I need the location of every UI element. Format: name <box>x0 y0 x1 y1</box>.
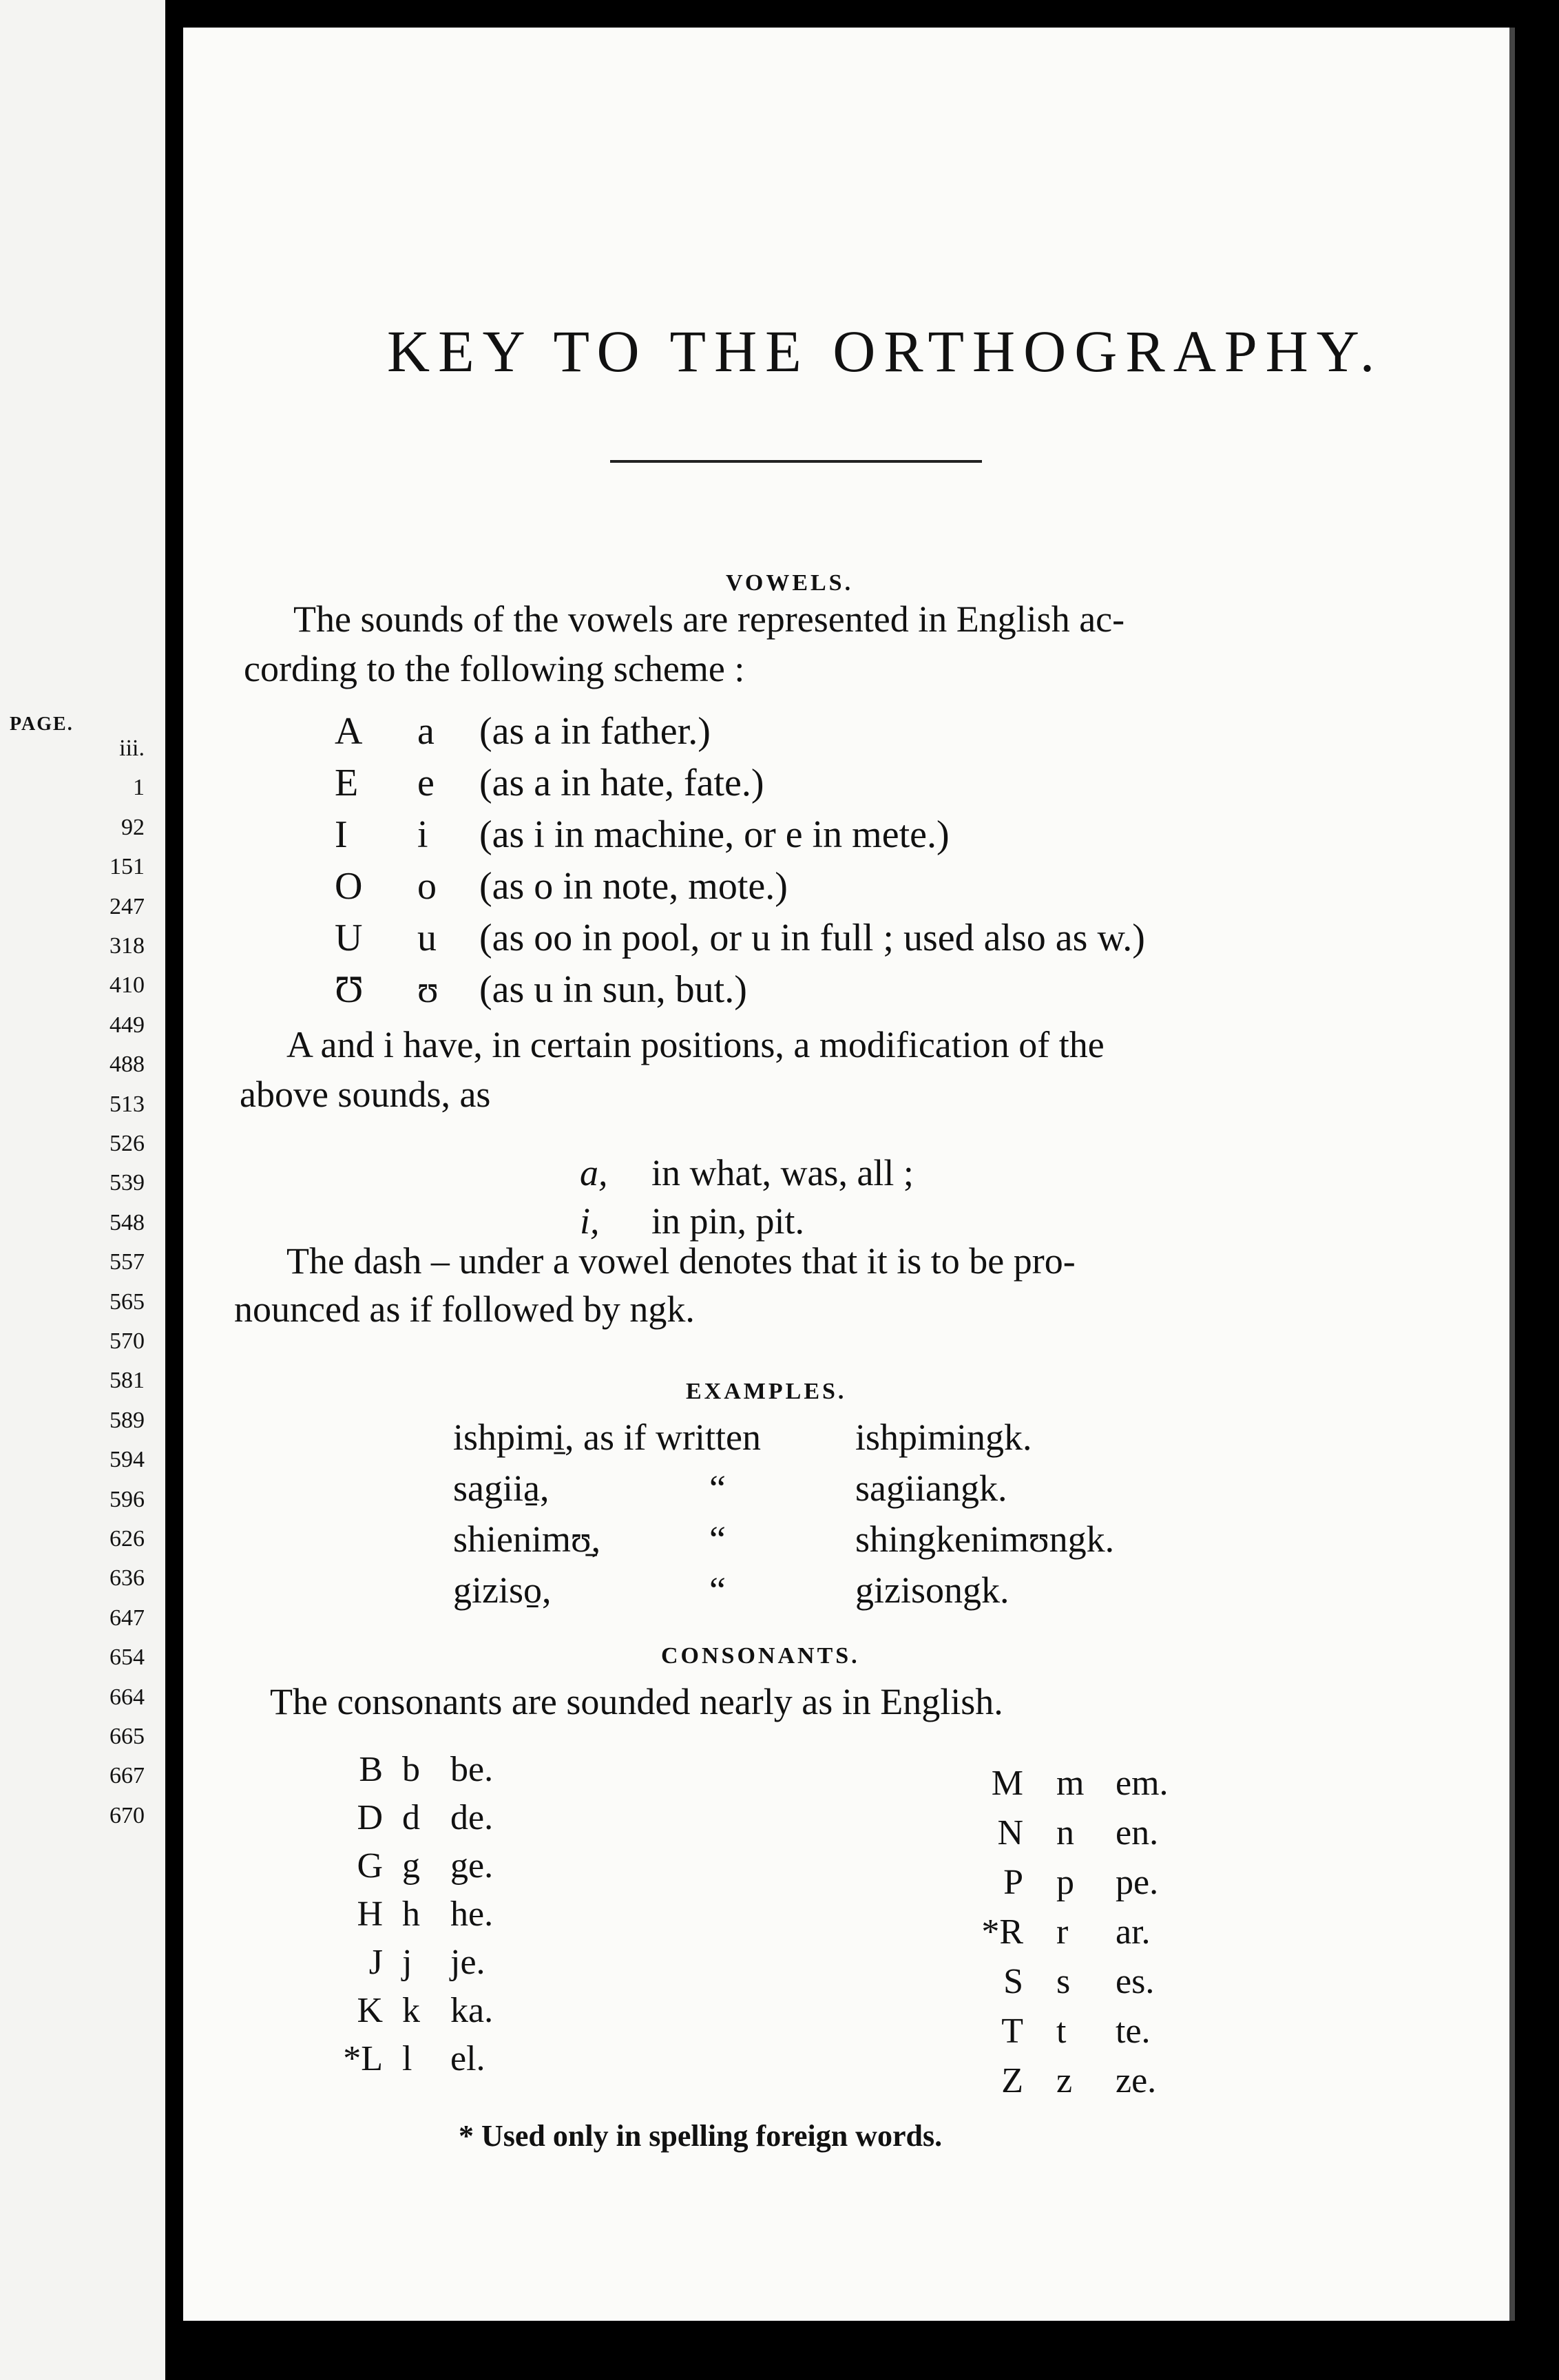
toc-page-number: 247 <box>109 893 145 919</box>
toc-page-number: 596 <box>109 1486 145 1512</box>
consonant-name: de. <box>450 1798 494 1837</box>
consonant-upper: T <box>1001 2012 1023 2051</box>
modified-vowel: i, <box>580 1200 600 1242</box>
consonant-upper: G <box>357 1846 383 1886</box>
modification-line1: A and i have, in certain positions, a modification of the <box>286 1024 1105 1065</box>
vowel-upper: U <box>335 917 363 959</box>
consonant-lower: r <box>1056 1912 1069 1952</box>
ditto-mark: “ <box>709 1468 726 1509</box>
vowel-description: (as a in father.) <box>479 710 711 753</box>
dash-line1: The dash – under a vowel denotes that it is to be pro- <box>286 1240 1076 1282</box>
consonant-name: en. <box>1116 1813 1159 1852</box>
consonant-upper: *L <box>343 2039 383 2078</box>
vowel-description: (as i in machine, or e in mete.) <box>479 813 950 856</box>
vowel-upper: A <box>335 710 363 753</box>
toc-page-number: 665 <box>109 1724 145 1749</box>
title-rule <box>610 460 982 463</box>
consonant-lower: k <box>402 1991 420 2030</box>
consonant-upper: M <box>991 1764 1023 1803</box>
consonant-lower: n <box>1056 1813 1074 1852</box>
vowel-lower: a <box>417 710 435 753</box>
toc-page-number: 539 <box>109 1170 145 1196</box>
toc-page-number: 670 <box>109 1802 145 1828</box>
consonants-heading: CONSONANTS. <box>661 1643 860 1669</box>
consonant-name: te. <box>1116 2012 1151 2051</box>
toc-page-number: 488 <box>109 1052 145 1078</box>
consonant-lower: s <box>1056 1962 1071 2001</box>
consonant-name: ze. <box>1116 2061 1157 2100</box>
vowel-upper: E <box>335 762 359 804</box>
vowel-upper: I <box>335 813 348 856</box>
consonant-lower: h <box>402 1894 420 1934</box>
vowels-intro-line1: The sounds of the vowels are represented in English ac- <box>293 598 1125 640</box>
consonant-upper: *R <box>981 1912 1023 1952</box>
consonant-name: je. <box>450 1943 485 1982</box>
vowel-lower: e <box>417 762 435 804</box>
vowels-heading: VOWELS. <box>726 570 854 596</box>
facing-page <box>0 0 165 2380</box>
consonant-name: pe. <box>1116 1863 1159 1902</box>
example-written: gizisongk. <box>855 1569 1009 1611</box>
vowel-lower: o <box>417 865 437 908</box>
consonant-upper: J <box>368 1943 383 1982</box>
consonant-lower: m <box>1056 1764 1085 1803</box>
vowel-lower: i <box>417 813 428 856</box>
ditto-mark: “ <box>709 1518 726 1560</box>
dash-line2: nounced as if followed by ngk. <box>234 1288 695 1330</box>
modified-vowel: a, <box>580 1152 608 1193</box>
examples-heading: EXAMPLES. <box>686 1379 847 1404</box>
consonant-lower: b <box>402 1750 420 1789</box>
vowels-intro-line2: cording to the following scheme : <box>244 648 745 689</box>
consonants-intro: The consonants are sounded nearly as in English. <box>270 1681 1003 1722</box>
toc-page-number: 151 <box>109 854 145 880</box>
consonant-upper: K <box>357 1991 383 2030</box>
consonant-name: el. <box>450 2039 485 2078</box>
toc-page-number: 1 <box>133 775 145 801</box>
example-word: giziso̱, <box>453 1569 552 1611</box>
toc-page-number: iii. <box>119 735 145 761</box>
consonant-lower: g <box>402 1846 420 1886</box>
book-page <box>183 28 1515 2321</box>
consonant-upper: S <box>1003 1962 1023 2001</box>
footnote: * Used only in spelling foreign words. <box>459 2119 943 2153</box>
example-word: shienimʊ̱, <box>453 1518 601 1560</box>
toc-page-header: PAGE. <box>10 713 74 735</box>
consonant-upper: Z <box>1001 2061 1023 2100</box>
modified-vowel-description: in what, was, all ; <box>651 1152 914 1193</box>
consonant-lower: z <box>1056 2061 1073 2100</box>
consonant-upper: N <box>997 1813 1023 1852</box>
example-word: ishpimi̱, as if written <box>453 1417 761 1458</box>
toc-page-number: 664 <box>109 1684 145 1710</box>
consonant-lower: d <box>402 1798 420 1837</box>
example-written: shingkenimʊngk. <box>855 1518 1115 1560</box>
vowel-description: (as o in note, mote.) <box>479 865 788 908</box>
toc-page-number: 636 <box>109 1565 145 1591</box>
consonant-name: em. <box>1116 1764 1169 1803</box>
toc-page-number: 410 <box>109 972 145 999</box>
consonant-lower: j <box>402 1943 412 1982</box>
consonant-name: be. <box>450 1750 494 1789</box>
toc-page-number: 589 <box>109 1407 145 1433</box>
consonant-name: ge. <box>450 1846 494 1886</box>
modification-line2: above sounds, as <box>240 1074 491 1115</box>
toc-page-number: 565 <box>109 1288 145 1315</box>
example-word: sagiia̱, <box>453 1468 550 1509</box>
toc-page-number: 92 <box>121 814 145 840</box>
toc-page-number: 570 <box>109 1328 145 1354</box>
consonant-upper: D <box>357 1798 383 1837</box>
toc-page-number: 557 <box>109 1249 145 1275</box>
toc-page-number: 526 <box>109 1131 145 1156</box>
consonant-lower: t <box>1056 2012 1067 2051</box>
vowel-description: (as a in hate, fate.) <box>479 762 764 804</box>
consonant-lower: p <box>1056 1863 1074 1902</box>
toc-page-number: 654 <box>109 1645 145 1671</box>
consonant-upper: B <box>359 1750 383 1789</box>
consonant-upper: P <box>1003 1863 1023 1902</box>
toc-page-number: 667 <box>109 1763 145 1789</box>
toc-page-number: 513 <box>109 1091 145 1117</box>
consonant-lower: l <box>402 2039 412 2078</box>
consonant-name: es. <box>1116 1962 1155 2001</box>
page-title: KEY TO THE ORTHOGRAPHY. <box>387 318 1383 384</box>
toc-page-number: 548 <box>109 1209 145 1235</box>
example-written: sagiiangk. <box>855 1468 1007 1509</box>
vowel-lower: u <box>417 917 437 959</box>
toc-page-number: 449 <box>109 1012 145 1038</box>
example-written: ishpimingk. <box>855 1417 1032 1458</box>
consonant-name: he. <box>450 1894 494 1934</box>
toc-page-number: 647 <box>109 1605 145 1631</box>
vowel-description: (as u in sun, but.) <box>479 968 747 1011</box>
toc-page-number: 594 <box>109 1447 145 1473</box>
modified-vowel-description: in pin, pit. <box>651 1200 805 1242</box>
vowel-upper: Ʊ <box>335 968 364 1011</box>
toc-page-number: 581 <box>109 1368 145 1394</box>
vowel-description: (as oo in pool, or u in full ; used also as w.) <box>479 917 1145 959</box>
toc-page-number: 318 <box>109 933 145 959</box>
vowel-upper: O <box>335 865 363 908</box>
vowel-lower: ʊ <box>417 968 439 1011</box>
toc-page-number: 626 <box>109 1526 145 1552</box>
consonant-upper: H <box>357 1894 383 1934</box>
ditto-mark: “ <box>709 1569 726 1611</box>
consonant-name: ka. <box>450 1991 494 2030</box>
consonant-name: ar. <box>1116 1912 1151 1952</box>
